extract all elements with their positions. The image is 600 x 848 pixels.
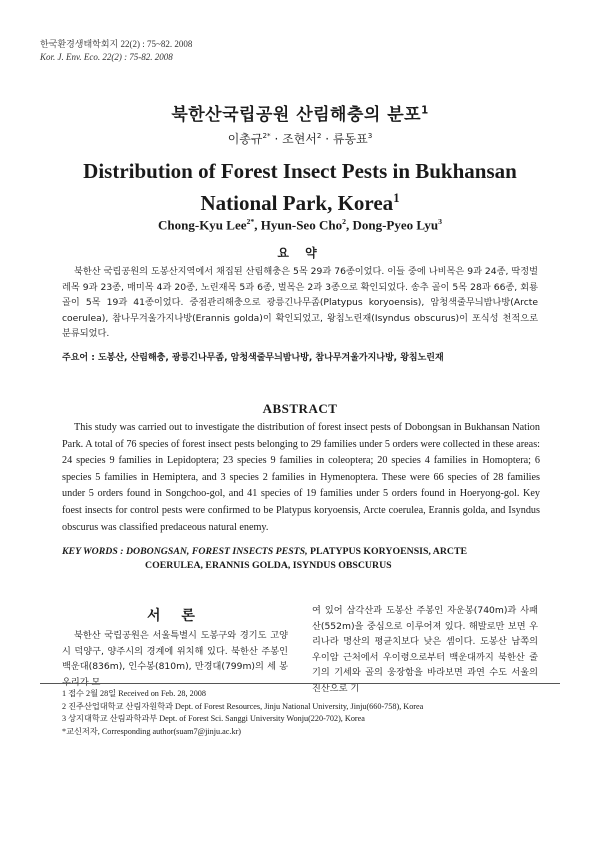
korean-title-text: 북한산국립공원 산림해충의 분포 xyxy=(171,105,422,125)
korean-keywords: 주요어 : 도봉산, 산림해충, 광릉긴나무좀, 암청색줄무늬밤나방, 참나무겨울가지나방, 왕침노린재 xyxy=(62,353,444,363)
introduction-left-column: 북한산 국립공원은 서울특별시 도봉구와 경기도 고양시 덕양구, 양주시의 경계에 위치해 있다. 북한산 주봉인 백운대(836m), 인수봉(810m), 만경대(799m)의 세 봉우리가 모 xyxy=(62,630,288,688)
english-title xyxy=(60,158,540,217)
author-en-2-mark: 2 xyxy=(342,217,346,226)
section-heading-introduction: 서 론 xyxy=(147,608,203,624)
english-authors xyxy=(0,217,600,233)
footnote-3: 3 상지대학교 산림과학과부 Dept. of Forest Sci. Sanggi University Wonju(220-702), Korea xyxy=(62,714,365,723)
author-en-1: Chong-Kyu Lee xyxy=(158,217,247,233)
journal-citation xyxy=(40,38,192,64)
author-kr-2-mark: 2 xyxy=(316,131,322,140)
korean-abstract-body: 북한산 국립공원의 도봉산지역에서 채집된 산림해충은 5목 29과 76종이었다. 이들 중에 나비목은 9과 24종, 딱정벌레목 9과 23종, 매미목 4과 20종, 노린재목 5과 6종, 벌목은 2과 3종으로 확인되었다. 송추 골이 5목 28과 66종, 회룡 골이 5목 19과 41종이었다. 중점관리해충으로 광릉긴나무좀(Platypus koryoensis), 암청색줄무늬밤나방(Arcte coerulea), 참나무겨울가지나방(Erannis golda)이 확인되었고, 왕침노린재(Isyndus obscurus)이 포식성 천적으로 분류되었다. xyxy=(62,266,538,340)
author-kr-2: · 조현서 xyxy=(270,132,317,146)
english-title-footnote-mark: 1 xyxy=(393,191,400,205)
english-keywords-label: KEY WORDS : DOBONGSAN, FOREST INSECTS PESTS, xyxy=(62,546,308,557)
author-kr-3-mark: 3 xyxy=(367,131,373,140)
author-en-2: , Hyun-Seo Cho xyxy=(254,217,343,233)
english-abstract-heading: ABSTRACT xyxy=(262,401,338,416)
korean-title-footnote-mark: 1 xyxy=(421,105,429,117)
english-title-text: Distribution of Forest Insect Pests in Bukhansan National Park, Korea xyxy=(83,159,517,215)
footnotes xyxy=(62,688,540,738)
footnote-corresponding: *교신저자, Corresponding author(suam7@jinju.ac.kr) xyxy=(62,726,242,736)
korean-authors xyxy=(0,130,600,147)
author-en-3: , Dong-Pyeo Lyu xyxy=(345,217,439,233)
footnote-2: 2 진주산업대학교 산림자원학과 Dept. of Forest Resources, Jinju National University, Jinju(660-758), Korea xyxy=(62,701,424,711)
author-kr-1: 이총규 xyxy=(227,132,263,146)
author-en-3-mark: 3 xyxy=(438,217,442,226)
author-kr-3: · 류동표 xyxy=(321,132,368,146)
footnote-divider xyxy=(40,683,560,684)
korean-title xyxy=(0,100,600,125)
journal-citation-en: Kor. J. Env. Eco. 22(2) : 75-82. 2008 xyxy=(40,52,173,62)
english-keywords-line2: COERULEA, ERANNIS GOLDA, ISYNDUS OBSCURUS xyxy=(145,560,392,571)
journal-citation-kr: 한국환경생태학회지 22(2) : 75~82. 2008 xyxy=(40,39,193,49)
author-kr-1-mark: 2* xyxy=(262,131,271,140)
introduction-right-column: 여 있어 삼각산과 도봉산 주봉인 자운봉(740m)과 사패산(552m)을 중심으로 이루어져 있다. 해발로만 보면 우리나라 명산의 평균치보다 낮은 셈이다. 도봉산 남쪽의 우이암 근처에서 우이령으로부터 백운대까지 북한산 줄기의 기세와 골의 웅장함을 바라보면 과연 수도 서울의 진산으로 기 xyxy=(312,605,538,694)
author-en-1-mark: 2* xyxy=(246,217,255,226)
korean-abstract-heading: 요 약 xyxy=(277,246,323,260)
footnote-1: 1 접수 2월 28일 Received on Feb. 28, 2008 xyxy=(62,689,206,698)
english-abstract-body: This study was carried out to investigate the distribution of forest insect pests of Dobongsan in Bukhansan Nation Park. A total of 76 species of forest insect pests belonging to 29 families under 5 orders were collected in these areas: 24 species 9 families in Lepidoptera; 23 species 9 families in coleoptera; 20 species 4 families in Homoptera; 6 species 5 families in Hemiptera, and 3 species 2 families in Hymenoptera. These were 66 species of 28 families under 5 orders found in Songchoo-gol, and 41 species of 19 families under 5 orders found in Hoeryong-gol. Key foest insects for control pests were confirmed to be Platypus koryoensis, Arcte coerulea, Erannis golda, and Isyndus obscurus was classified predaceous natural enemy. xyxy=(62,422,540,533)
english-keywords xyxy=(62,545,540,573)
english-keywords-line1: PLATYPUS KORYOENSIS, ARCTE xyxy=(307,546,468,557)
